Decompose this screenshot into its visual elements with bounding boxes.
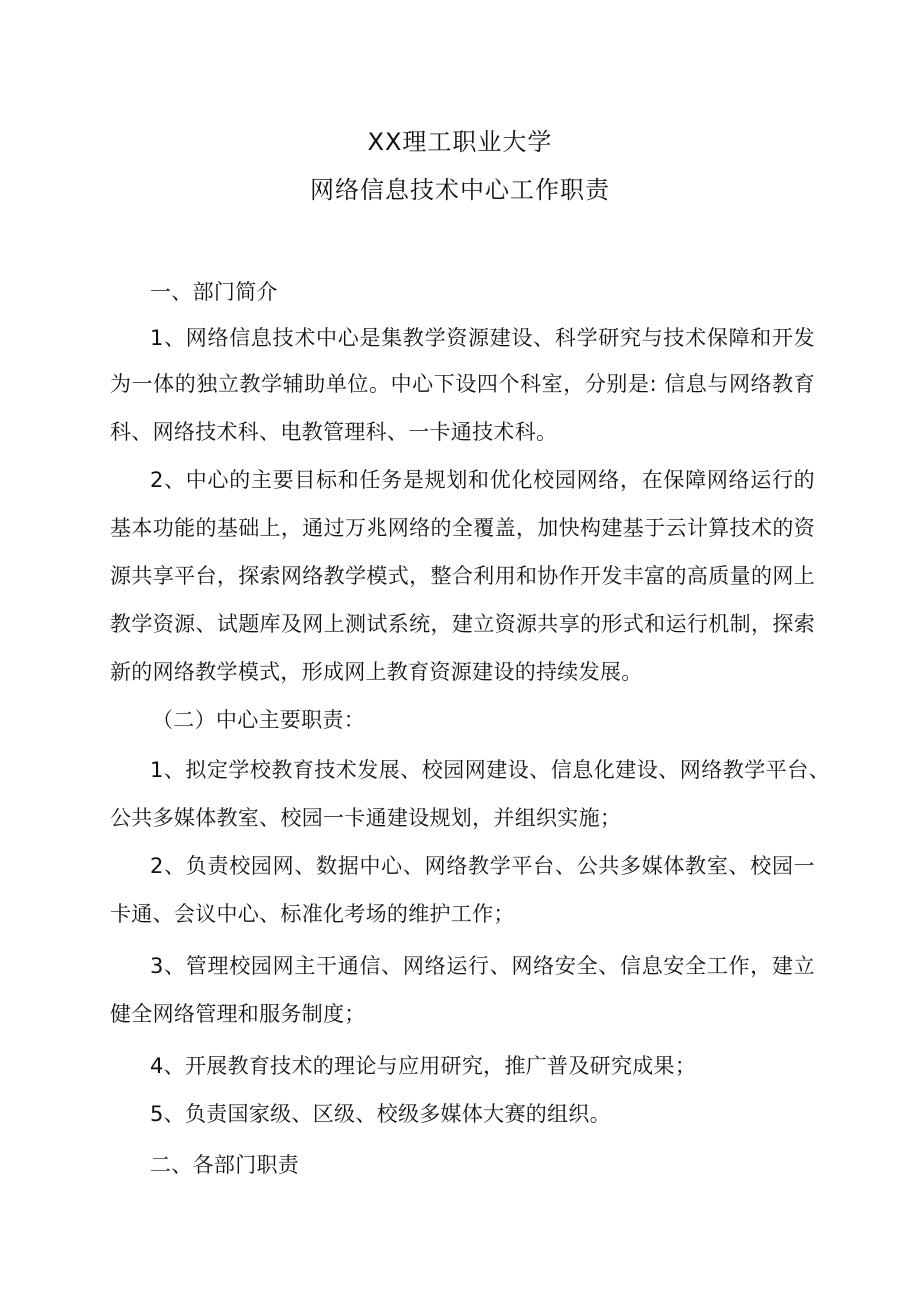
paragraph-line: 科、网络技术科、电教管理科、一卡通技术科。 [110, 420, 558, 444]
list-item-line: 4、开展教育技术的理论与应用研究，推广普及研究成果； [150, 1054, 697, 1078]
section-heading: 一、部门简介 [150, 280, 278, 304]
paragraph-line: 2、中心的主要目标和任务是规划和优化校园网络，在保障网络运行的 [150, 468, 815, 492]
list-item-line: 公共多媒体教室、校园一卡通建设规划，并组织实施； [110, 806, 622, 830]
paragraph-line: 新的网络教学模式，形成网上教育资源建设的持续发展。 [110, 660, 643, 684]
paragraph-line: 为一体的独立教学辅助单位。中心下设四个科室，分别是: 信息与网络教育 [110, 372, 815, 396]
paragraph-line: 教学资源、试题库及网上测试系统，建立资源共享的形式和运行机制，探索 [110, 612, 815, 636]
list-item-line: 2、负责校园网、数据中心、网络教学平台、公共多媒体教室、校园一 [150, 854, 815, 878]
paragraph-line: 1、网络信息技术中心是集教学资源建设、科学研究与技术保障和开发 [150, 326, 815, 350]
list-item-line: 5、负责国家级、区级、校级多媒体大赛的组织。 [150, 1102, 611, 1126]
list-item-line: 1、拟定学校教育技术发展、校园网建设、信息化建设、网络教学平台、 [150, 758, 830, 782]
section-heading: 二、各部门职责 [150, 1153, 300, 1177]
document-subtitle: 网络信息技术中心工作职责 [310, 176, 610, 204]
paragraph-line: 基本功能的基础上，通过万兆网络的全覆盖，加快构建基于云计算技术的资 [110, 516, 815, 540]
paragraph-line: 源共享平台，探索网络教学模式，整合利用和协作开发丰富的高质量的网上 [110, 564, 815, 588]
list-item-line: 3、管理校园网主干通信、网络运行、网络安全、信息安全工作，建立 [150, 954, 815, 978]
list-item-line: 卡通、会议中心、标准化考场的维护工作； [110, 902, 515, 926]
list-item-line: 健全网络管理和服务制度； [110, 1002, 366, 1026]
document-title: XX理工职业大学 [367, 128, 553, 156]
subsection-heading: （二）中心主要职责： [152, 708, 365, 732]
